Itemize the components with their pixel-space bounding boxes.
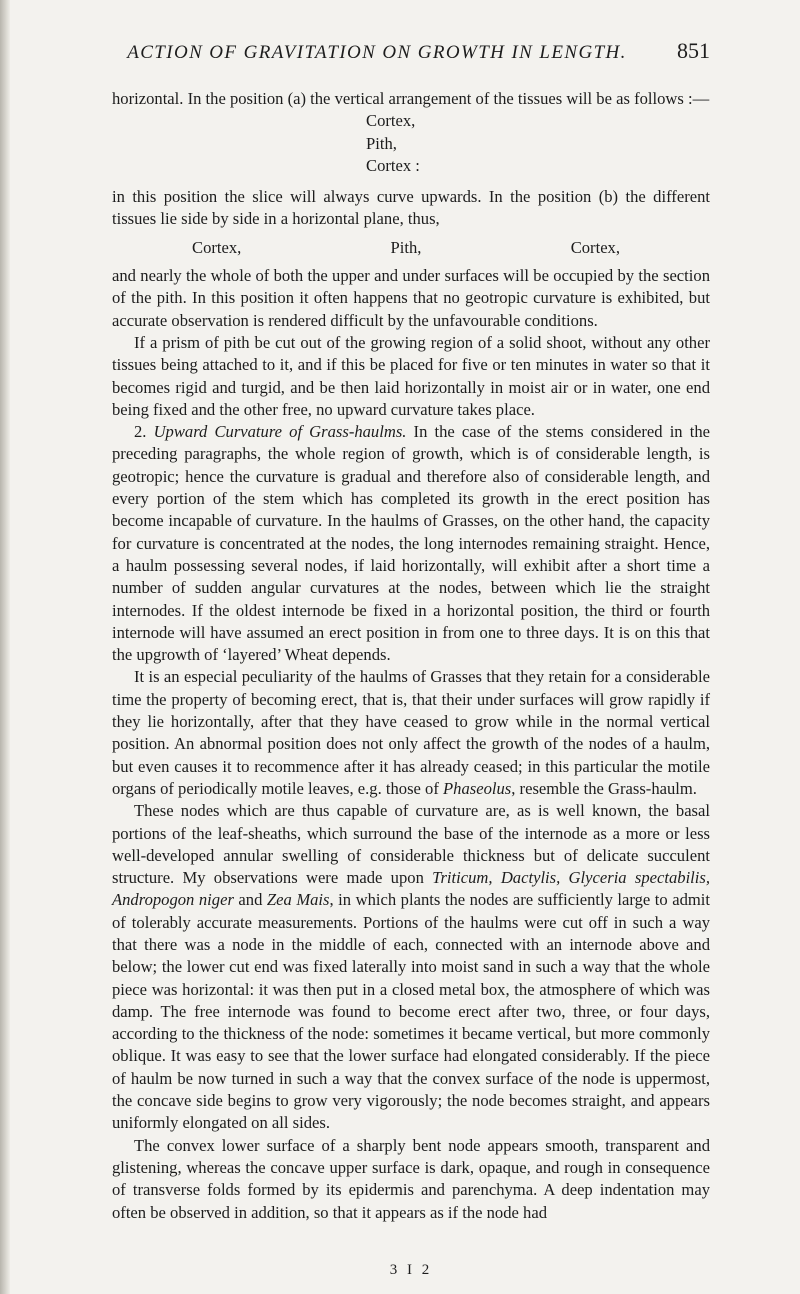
tissue-list-horizontal bbox=[112, 231, 710, 265]
paragraph-section-2 bbox=[112, 421, 710, 666]
paragraph-text: and bbox=[233, 890, 267, 910]
tissue-list-item: Cortex : bbox=[366, 155, 420, 175]
section-heading: Upward Curvature of Grass-haulms. bbox=[153, 422, 407, 442]
body-text bbox=[112, 88, 710, 1224]
paragraph: and nearly the whole of both the upper and under surfaces will be occupied by the section of the pith. In this position it often happens that no geotropic curvature is exhibited, but accurate observation is rendered difficult by the unfavourable conditions. bbox=[112, 266, 710, 330]
species-name: Phaseolus bbox=[443, 778, 512, 798]
paragraph-intro: horizontal. In the position (a) the vertical arrangement of the tissues will be as follows :— bbox=[112, 89, 710, 108]
paragraph-text: , resemble the Grass-haulm. bbox=[511, 778, 697, 798]
tissue-row-item: Cortex, bbox=[570, 237, 620, 257]
tissue-row-item: Cortex, bbox=[192, 237, 242, 257]
tissue-list-item: Cortex, bbox=[366, 111, 416, 131]
tissue-row-item: Pith, bbox=[390, 237, 422, 257]
paragraph-text: It is an especial peculiarity of the haulms of Grasses that they retain for a considerable time the property of becoming erect, that is, that their under surfaces will grow rapidly if they lie horizontally, after that they have ceased to grow while in the normal vertical position. An abnormal position does not only affect the growth of the nodes of a haulm, but even causes it to recommence after it has already ceased; in this particular the motile organs of periodically motile leaves, e.g. those of bbox=[112, 667, 710, 798]
running-head bbox=[112, 38, 710, 68]
running-title: ACTION OF GRAVITATION ON GROWTH IN LENGTH. bbox=[127, 42, 627, 63]
paragraph-text: In the case of the stems considered in the preceding paragraphs, the whole region of growth, which is of considerable length, is geotropic; hence the curvature is gradual and therefore also of considerable length, and every portion of the stem which has completed its growth in the erect position has become incapable of curvature. In the haulms of Grasses, on the other hand, the capacity for curvature is concentrated at the nodes, the long internodes remaining straight. Hence, a haulm possessing several nodes, if laid horizontally, will exhibit after a short time a number of sudden angular curvatures at the nodes, between which lie the straight internodes. If the oldest internode be fixed in a horizontal position, the third or fourth internode will have assumed an erect position in from one to three days. It is on this that the upgrowth of ‘layered’ Wheat depends. bbox=[112, 422, 710, 665]
page-gutter-shadow bbox=[0, 0, 10, 1294]
section-number: 2. bbox=[134, 422, 147, 442]
species-names: Triticum, Dactylis, Glyceria spectabilis, Andropogon niger bbox=[112, 868, 711, 910]
tissue-list-item: Pith, bbox=[366, 133, 397, 153]
paragraph: The convex lower surface of a sharply bent node appears smooth, transparent and glistening, whereas the concave upper surface is dark, opaque, and rough in consequence of transverse folds formed by its epidermis and parenchyma. A deep indentation may often be observed in addition, so that it appears as if the node had bbox=[112, 1135, 710, 1222]
paragraph-text: , in which plants the nodes are sufficiently large to admit of tolerably accurate measurements. Portions of the haulms were cut off in such a way that there was a node in the middle of each, connected with an internode above and below; the lower cut end was fixed laterally into moist sand in such a way that the whole piece was horizontal: it was then put in a closed metal box, the atmosphere of which was damp. The free internode was found to become erect after two, three, or four days, according to the thickness of the node: sometimes it became vertical, but more commonly oblique. It was easy to see that the lower surface had elongated considerably. If the piece of haulm be now turned in such a way that the convex surface of the node is uppermost, the concave side begins to grow very vigorously; the node becomes straight, and appears uniformly elongated on all sides. bbox=[112, 890, 711, 1133]
paragraph bbox=[112, 800, 710, 1134]
paragraph bbox=[112, 666, 710, 800]
tissue-list-vertical bbox=[112, 110, 710, 177]
page-number: 851 bbox=[677, 38, 710, 63]
species-name: Zea Mais bbox=[266, 890, 330, 910]
paragraph-text: These nodes which are thus capable of curvature are, as is well known, the basal portions of the leaf-sheaths, which surround the base of the internode as a more or less well-developed annular swelling of considerable thickness but of delicate succulent structure. My observations were made upon bbox=[112, 801, 710, 888]
signature-mark: 3 I 2 bbox=[389, 1262, 433, 1278]
paragraph: in this position the slice will always curve upwards. In the position (b) the different tissues lie side by side in a horizontal plane, thus, bbox=[112, 187, 710, 229]
paragraph: If a prism of pith be cut out of the growing region of a solid shoot, without any other tissues being attached to it, and if this be placed for five or ten minutes in water so that it becomes rigid and turgid, and be then laid horizontally in moist air or in water, one end being fixed and the other free, no upward curvature takes place. bbox=[112, 332, 710, 419]
